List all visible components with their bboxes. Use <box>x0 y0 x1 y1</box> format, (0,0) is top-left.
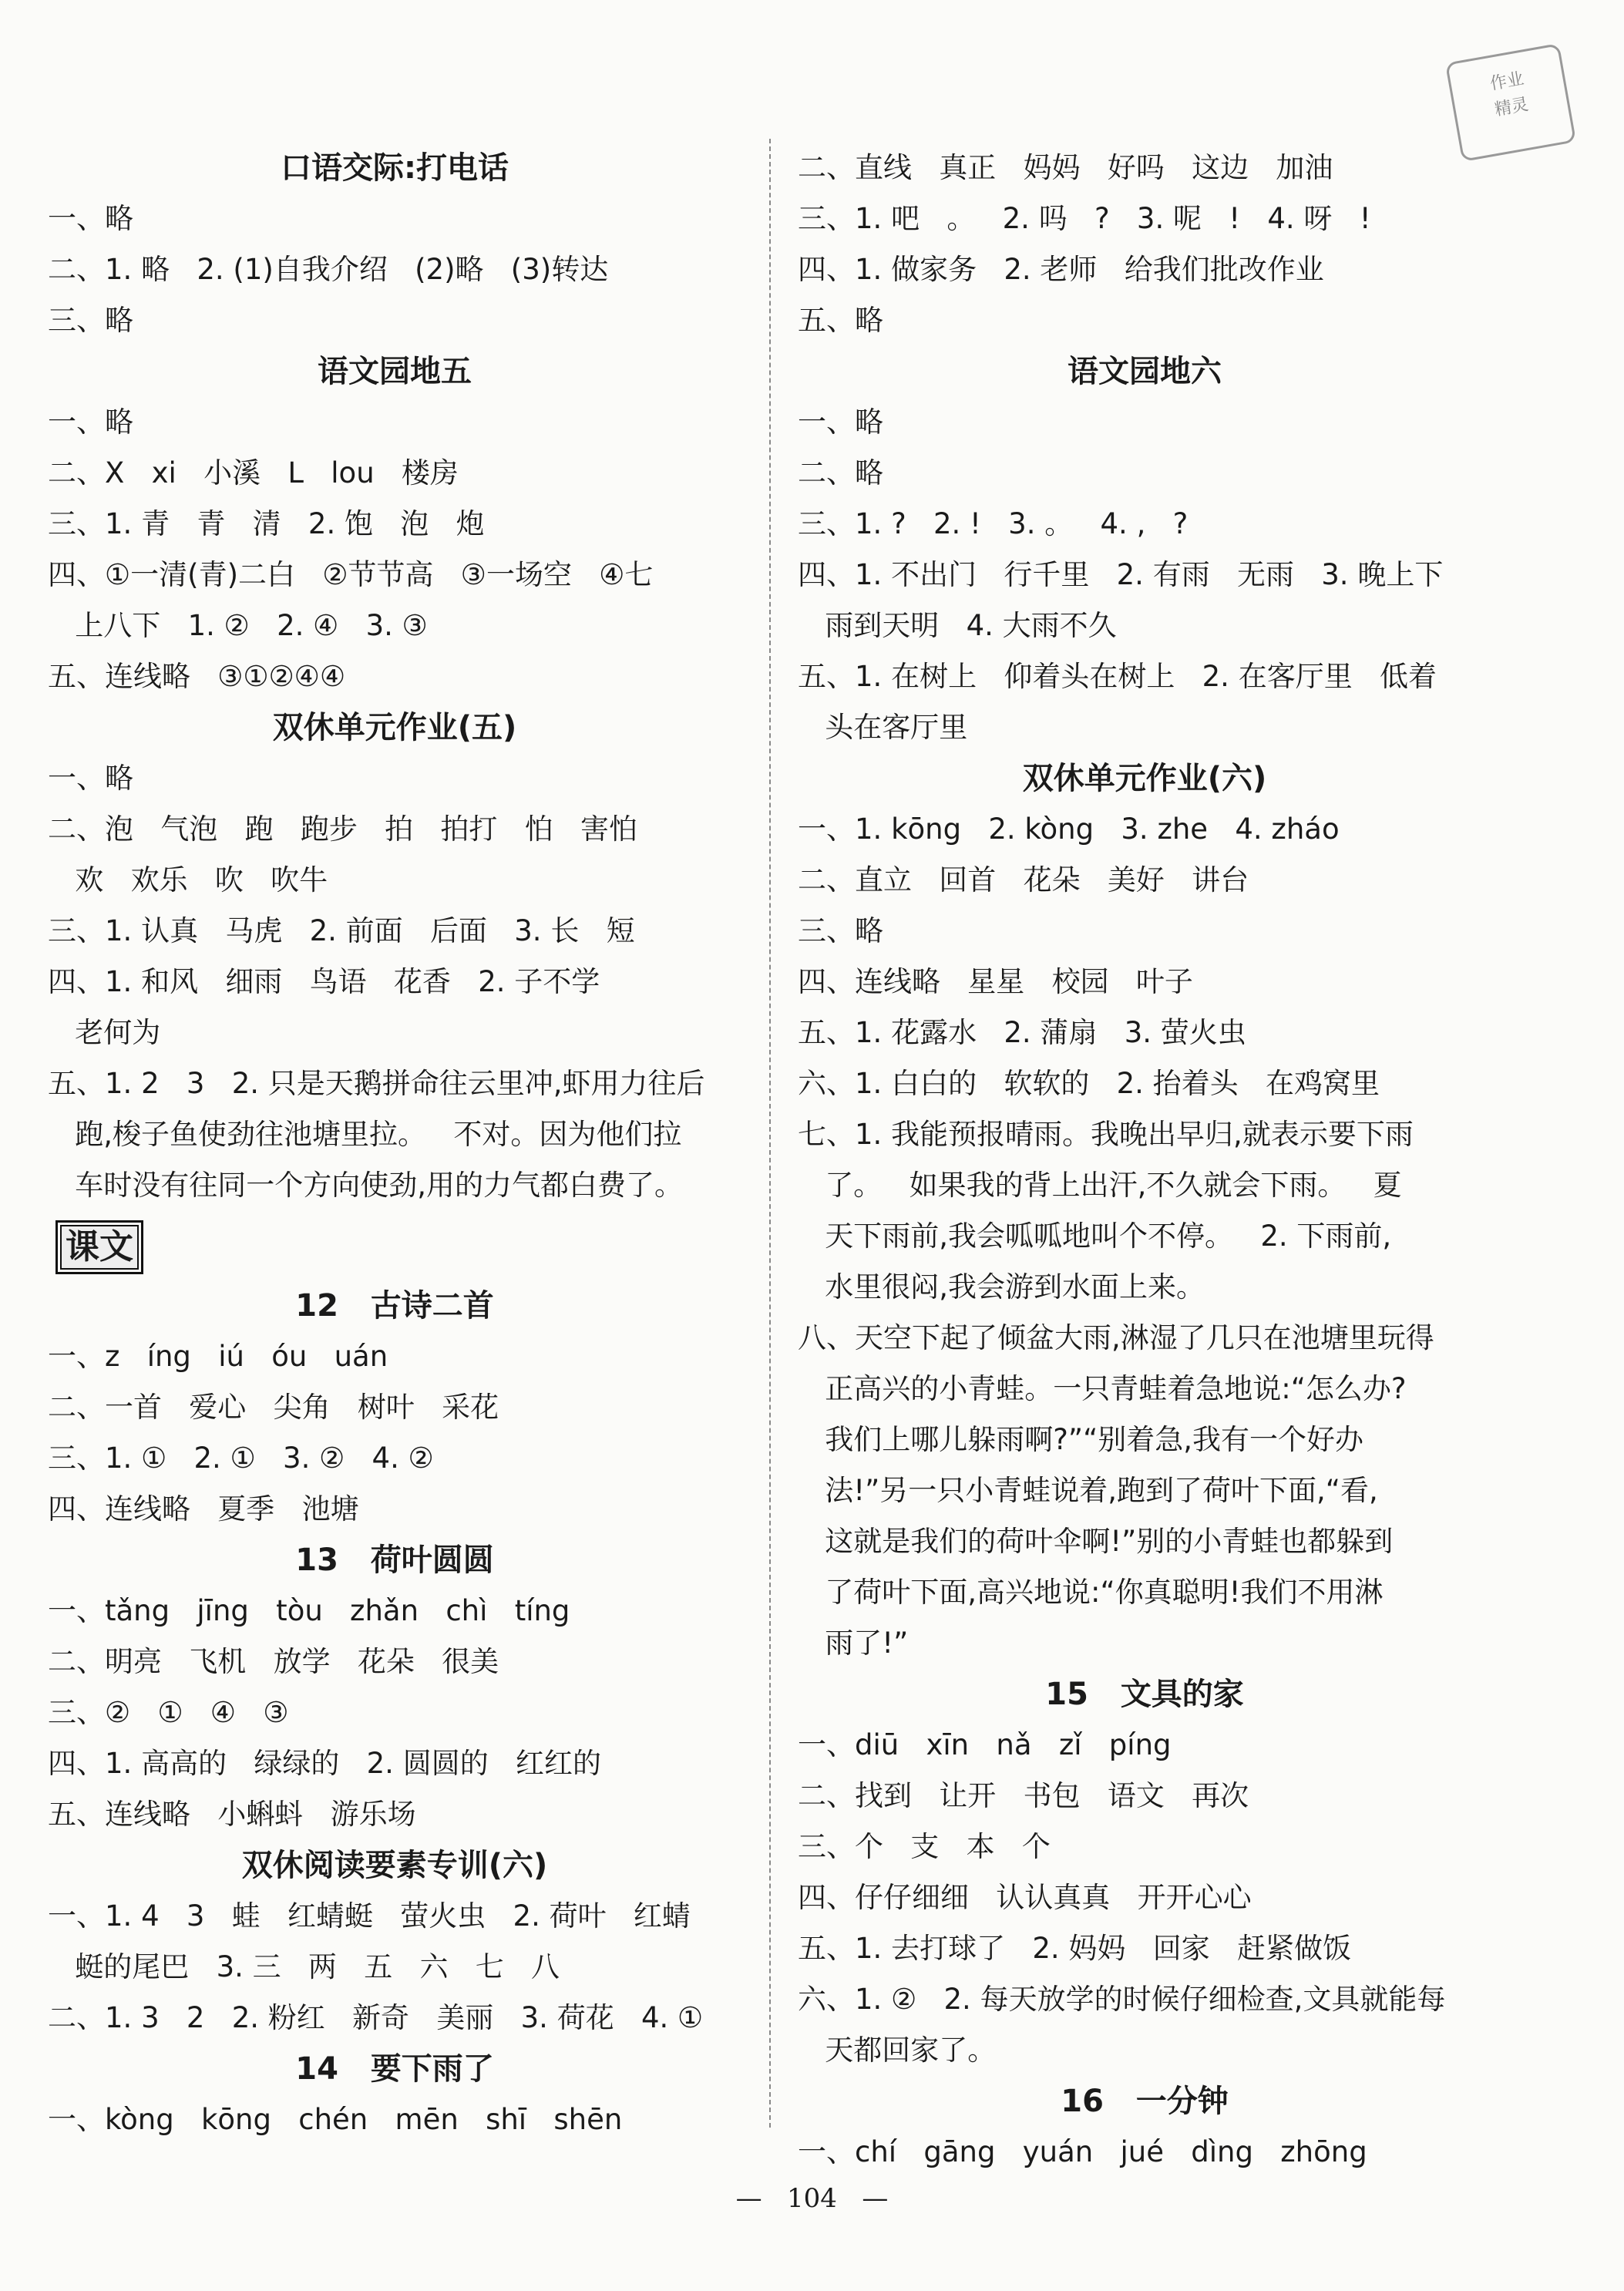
answer-line: 一、1. 4 3 蛙 红蜻蜓 萤火虫 2. 荷叶 红蜻 <box>48 1899 691 1933</box>
section-heading: 15 文具的家 <box>1045 1677 1244 1712</box>
answer-line: 一、tǎng jīng tòu zhǎn chì tíng <box>48 1594 570 1627</box>
answer-line: 了荷叶下面,高兴地说:“你真聪明!我们不用淋 <box>798 1576 1384 1609</box>
answer-line: 五、1. 去打球了 2. 妈妈 回家 赶紧做饭 <box>798 1932 1351 1965</box>
answer-line: 三、略 <box>798 914 883 947</box>
answer-line: 三、1. ① 2. ① 3. ② 4. ② <box>48 1442 434 1475</box>
answer-line: 二、一首 爱心 尖角 树叶 采花 <box>48 1391 499 1424</box>
answer-line: 六、1. 白白的 软软的 2. 抬着头 在鸡窝里 <box>798 1067 1380 1100</box>
stamp-line1: 作业 <box>1488 69 1526 95</box>
page-number: — 104 — <box>735 2183 889 2214</box>
left-column <box>48 143 741 2145</box>
answer-line: 老何为 <box>48 1016 161 1049</box>
answer-line: 四、连线略 星星 校园 叶子 <box>798 965 1193 998</box>
answer-line: 五、连线略 小蝌蚪 游乐场 <box>48 1798 416 1831</box>
answer-line: 雨了!” <box>798 1627 909 1660</box>
answer-line: 二、找到 让开 书包 语文 再次 <box>798 1779 1249 1812</box>
section-heading: 语文园地五 <box>318 354 472 389</box>
answer-line: 我们上哪儿躲雨啊?”“别着急,我有一个好办 <box>798 1423 1364 1456</box>
section-heading: 语文园地六 <box>1068 354 1222 389</box>
answer-line: 一、略 <box>48 762 133 795</box>
section-heading: 16 一分钟 <box>1061 2084 1229 2119</box>
answer-line: 二、泡 气泡 跑 跑步 拍 拍打 怕 害怕 <box>48 812 637 846</box>
answer-line: 一、略 <box>48 405 133 439</box>
right-column <box>798 143 1491 2178</box>
answer-line: 上八下 1. ② 2. ④ 3. ③ <box>48 609 428 642</box>
answer-line: 一、diū xīn nǎ zǐ píng <box>798 1728 1172 1761</box>
answer-line: 了。 如果我的背上出汗,不久就会下雨。 夏 <box>798 1169 1402 1202</box>
answer-line: 三、1. 吧 。 2. 吗 ? 3. 呢 ! 4. 呀 ! <box>798 202 1371 235</box>
section-heading: 双休单元作业(五) <box>272 710 517 745</box>
answer-line: 天都回家了。 <box>798 2034 997 2067</box>
answer-line: 四、1. 高高的 绿绿的 2. 圆圆的 红红的 <box>48 1747 601 1780</box>
answer-line: 二、直立 回首 花朵 美好 讲台 <box>798 863 1249 897</box>
answer-line: 四、1. 和风 细雨 鸟语 花香 2. 子不学 <box>48 965 600 998</box>
answer-line: 水里很闷,我会游到水面上来。 <box>798 1270 1205 1304</box>
answer-line: 蜓的尾巴 3. 三 两 五 六 七 八 <box>48 1950 560 1983</box>
answer-line: 三、1. 认真 马虎 2. 前面 后面 3. 长 短 <box>48 914 635 947</box>
section-heading: 14 要下雨了 <box>295 2051 494 2087</box>
answer-line: 一、z íng iú óu uán <box>48 1340 388 1373</box>
answer-line: 七、1. 我能预报晴雨。我晚出早归,就表示要下雨 <box>798 1118 1414 1151</box>
answer-line: 二、1. 3 2 2. 粉红 新奇 美丽 3. 荷花 4. ① <box>48 2001 704 2034</box>
answer-line: 一、略 <box>798 405 883 439</box>
answer-line: 一、kòng kōng chén mēn shī shēn <box>48 2103 623 2136</box>
answer-line: 五、1. 在树上 仰着头在树上 2. 在客厅里 低着 <box>798 660 1437 693</box>
answer-line: 三、个 支 本 个 <box>798 1830 1051 1863</box>
section-heading: 13 荷叶圆圆 <box>295 1542 494 1578</box>
answer-line: 四、连线略 夏季 池塘 <box>48 1492 359 1526</box>
answer-line: 跑,梭子鱼使劲往池塘里拉。 不对。因为他们拉 <box>48 1118 682 1151</box>
answer-line: 二、1. 略 2. (1)自我介绍 (2)略 (3)转达 <box>48 253 609 286</box>
answer-line: 天下雨前,我会呱呱地叫个不停。 2. 下雨前, <box>798 1220 1392 1253</box>
answer-line: 二、明亮 飞机 放学 花朵 很美 <box>48 1645 499 1678</box>
answer-line: 四、仔仔细细 认认真真 开开心心 <box>798 1881 1252 1914</box>
answer-line: 四、1. 做家务 2. 老师 给我们批改作业 <box>798 253 1324 286</box>
answer-line: 六、1. ② 2. 每天放学的时候仔细检查,文具就能每 <box>798 1983 1446 2016</box>
answer-line: 三、1. ? 2. ! 3. 。 4. , ? <box>798 507 1189 540</box>
section-label-box: 课文 <box>55 1220 143 1274</box>
answer-line: 五、1. 2 3 2. 只是天鹅拼命往云里冲,虾用力往后 <box>48 1067 705 1100</box>
answer-line: 雨到天明 4. 大雨不久 <box>798 609 1117 642</box>
answer-line: 头在客厅里 <box>798 711 968 744</box>
answer-line: 五、连线略 ③①②④④ <box>48 660 346 693</box>
answer-line: 一、1. kōng 2. kòng 3. zhe 4. zháo <box>798 812 1340 846</box>
answer-line: 二、略 <box>798 456 883 489</box>
answer-line: 三、1. 青 青 清 2. 饱 泡 炮 <box>48 507 485 540</box>
answer-line: 三、② ① ④ ③ <box>48 1696 289 1729</box>
answer-line: 五、略 <box>798 304 883 337</box>
answer-line: 二、X xi 小溪 L lou 楼房 <box>48 456 459 489</box>
answer-line: 一、略 <box>48 202 133 235</box>
column-divider <box>769 139 771 2128</box>
answer-line: 正高兴的小青蛙。一只青蛙着急地说:“怎么办? <box>798 1372 1407 1405</box>
section-heading: 双休阅读要素专训(六) <box>241 1848 548 1883</box>
section-heading: 口语交际:打电话 <box>281 150 509 186</box>
answer-line: 法!”另一只小青蛙说着,跑到了荷叶下面,“看, <box>798 1474 1378 1507</box>
section-label-row <box>48 1211 741 1280</box>
section-heading: 双休单元作业(六) <box>1022 761 1267 796</box>
stamp-line2: 精灵 <box>1493 95 1530 120</box>
answer-line: 八、天空下起了倾盆大雨,淋湿了几只在池塘里玩得 <box>798 1321 1434 1354</box>
answer-line: 一、chí gāng yuán jué dìng zhōng <box>798 2135 1367 2168</box>
answer-line: 这就是我们的荷叶伞啊!”别的小青蛙也都躲到 <box>798 1525 1394 1558</box>
answer-line: 欢 欢乐 吹 吹牛 <box>48 863 328 897</box>
answer-line: 二、直线 真正 妈妈 好吗 这边 加油 <box>798 151 1333 184</box>
answer-line: 五、1. 花露水 2. 蒲扇 3. 萤火虫 <box>798 1016 1246 1049</box>
answer-line: 车时没有往同一个方向使劲,用的力气都白费了。 <box>48 1169 684 1202</box>
section-heading: 12 古诗二首 <box>295 1288 494 1324</box>
answer-line: 四、①一清(青)二白 ②节节高 ③一场空 ④七 <box>48 558 654 591</box>
answer-line: 三、略 <box>48 304 133 337</box>
answer-line: 四、1. 不出门 行千里 2. 有雨 无雨 3. 晚上下 <box>798 558 1444 591</box>
